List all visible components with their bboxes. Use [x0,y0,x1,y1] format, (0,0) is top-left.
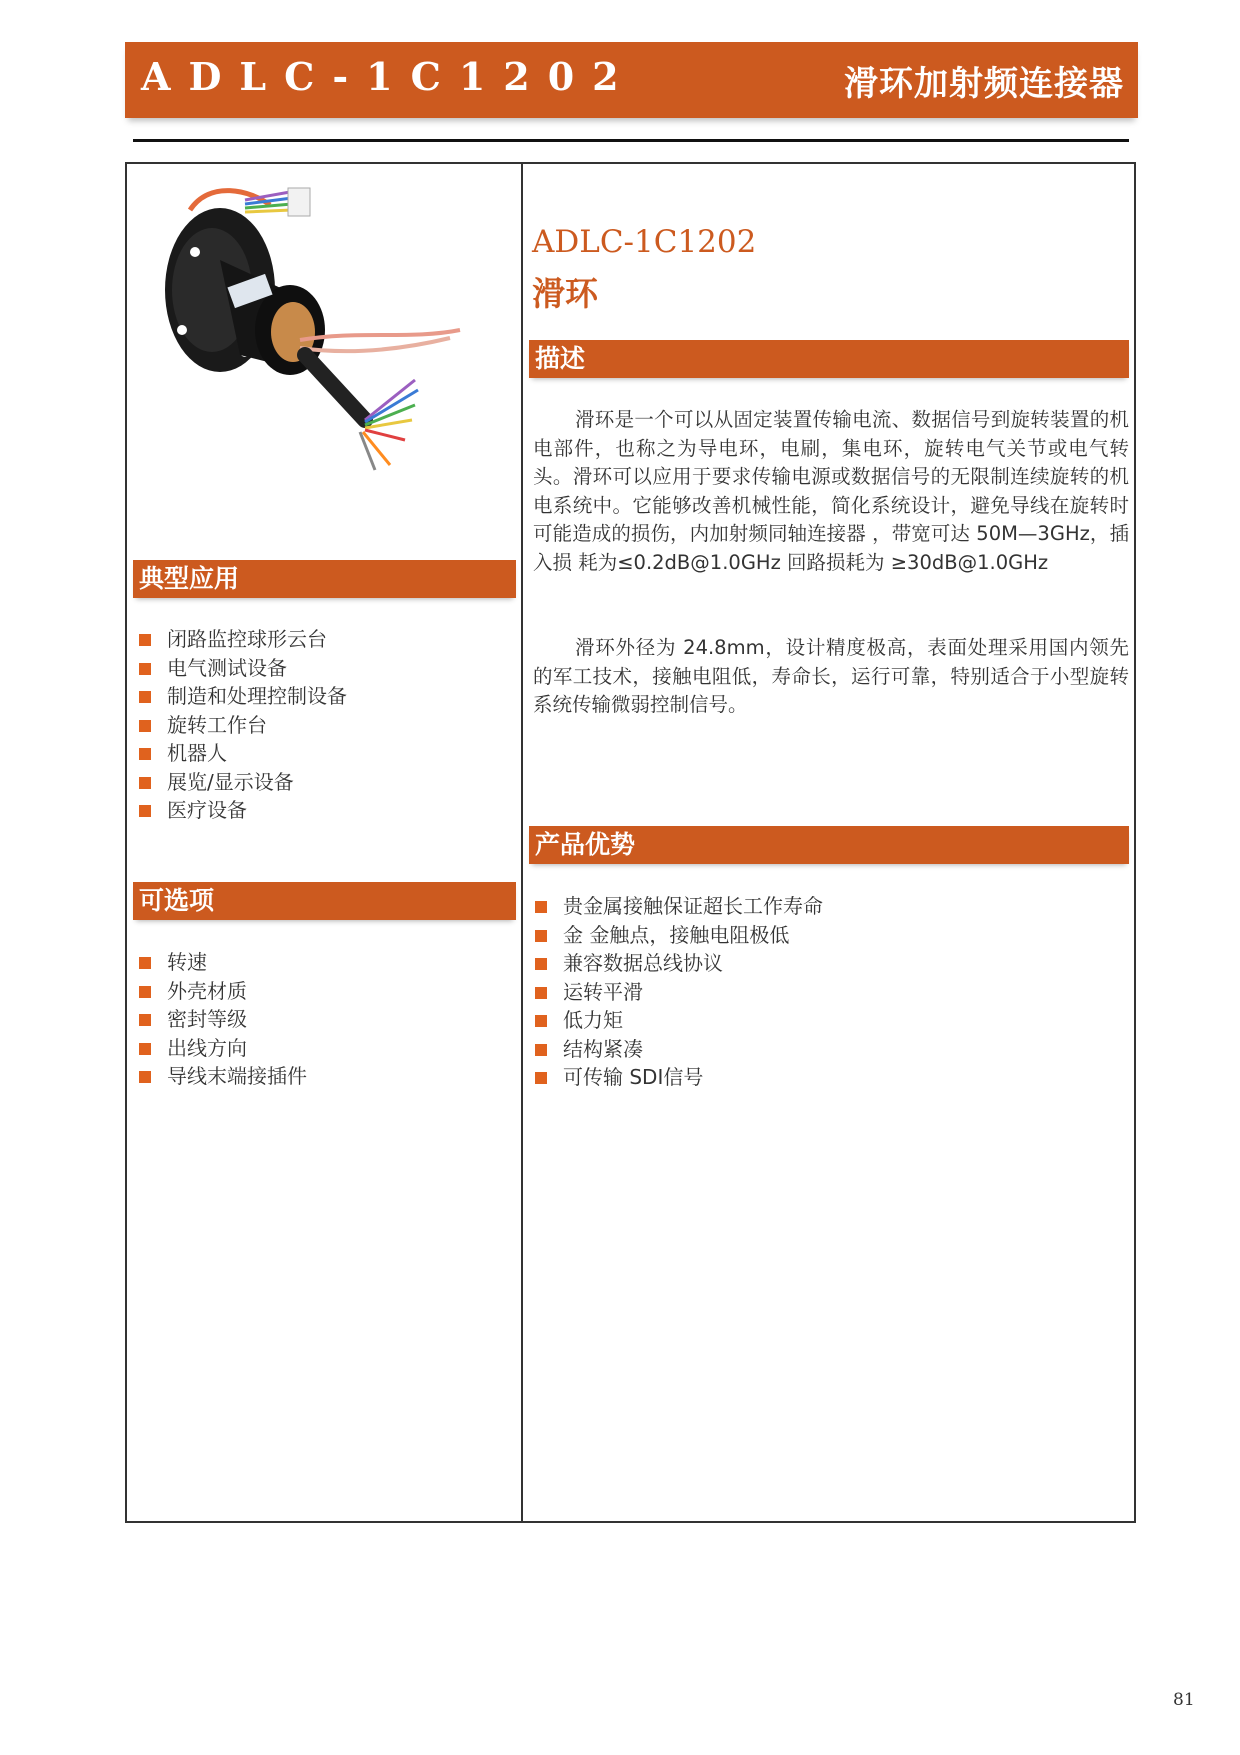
bullet-square-icon [139,957,151,969]
list-item: 贵金属接触保证超长工作寿命 [529,892,823,921]
list-item: 展览/显示设备 [133,768,347,797]
list-item: 医疗设备 [133,796,347,825]
list-item: 旋转工作台 [133,711,347,740]
product-model: ADLC-1C1202 [532,224,757,260]
bullet-square-icon [139,634,151,646]
bullet-square-icon [139,663,151,675]
header-category: 滑环加射频连接器 [844,64,1124,104]
bullet-square-icon [535,1015,547,1027]
bullet-square-icon [139,777,151,789]
list-item: 电气测试设备 [133,654,347,683]
list-item: 结构紧凑 [529,1035,823,1064]
applications-title: 典型应用 [133,560,516,598]
list-item: 出线方向 [133,1034,307,1063]
list-item: 机器人 [133,739,347,768]
list-item: 可传输 SDI信号 [529,1063,823,1092]
list-item: 兼容数据总线协议 [529,949,823,978]
bullet-square-icon [535,1044,547,1056]
page-number: 81 [1173,1690,1195,1710]
list-item: 密封等级 [133,1005,307,1034]
description-paragraph: 滑环是一个可以从固定装置传输电流、数据信号到旋转装置的机电部件，也称之为导电环，电刷，集电环，旋转电气关节或电气转头。滑环可以应用于要求传输电源或数据信号的无限制连续旋转的机电系统中。它能够改善机械性能，简化系统设计，避免导线在旋转时可能造成的损伤，内加射频同轴连接器 ，带宽可达 50M—3GHz，插入损 耗为≤0.2dB@1.0GHz 回路损耗为 ≥30dB@1.0GHz [533,408,1129,574]
column-divider [521,162,523,1523]
advantages-list [529,892,823,1092]
wire-bundle-bottom [300,330,460,470]
bullet-square-icon [535,958,547,970]
bullet-square-icon [139,986,151,998]
bullet-square-icon [139,1071,151,1083]
advantages-title: 产品优势 [529,826,1129,864]
bullet-square-icon [139,691,151,703]
bullet-square-icon [535,930,547,942]
product-name: 滑环 [532,274,598,313]
list-item: 转速 [133,948,307,977]
list-item: 运转平滑 [529,978,823,1007]
list-item: 闭路监控球形云台 [133,625,347,654]
options-list [133,948,307,1091]
list-item: 导线末端接插件 [133,1062,307,1091]
bullet-square-icon [139,805,151,817]
list-item: 制造和处理控制设备 [133,682,347,711]
bullet-square-icon [535,901,547,913]
list-item: 金 金触点，接触电阻极低 [529,921,823,950]
slip-ring-photo [150,180,510,500]
bullet-square-icon [139,1014,151,1026]
bullet-square-icon [139,748,151,760]
applications-list [133,625,347,825]
options-title: 可选项 [133,882,516,920]
description-title: 描述 [529,340,1129,378]
bullet-square-icon [139,720,151,732]
description-paragraph: 滑环外径为 24.8mm，设计精度极高，表面处理采用国内领先的军工技术，接触电阻低，寿命长，运行可靠，特别适合于小型旋转系统传输微弱控制信号。 [533,636,1129,717]
header-model: ADLC-1C1202 [141,54,637,99]
bullet-square-icon [535,987,547,999]
bullet-square-icon [139,1043,151,1055]
list-item: 低力矩 [529,1006,823,1035]
list-item: 外壳材质 [133,977,307,1006]
header-rule [133,139,1129,142]
bullet-square-icon [535,1072,547,1084]
header-bar [125,42,1138,118]
